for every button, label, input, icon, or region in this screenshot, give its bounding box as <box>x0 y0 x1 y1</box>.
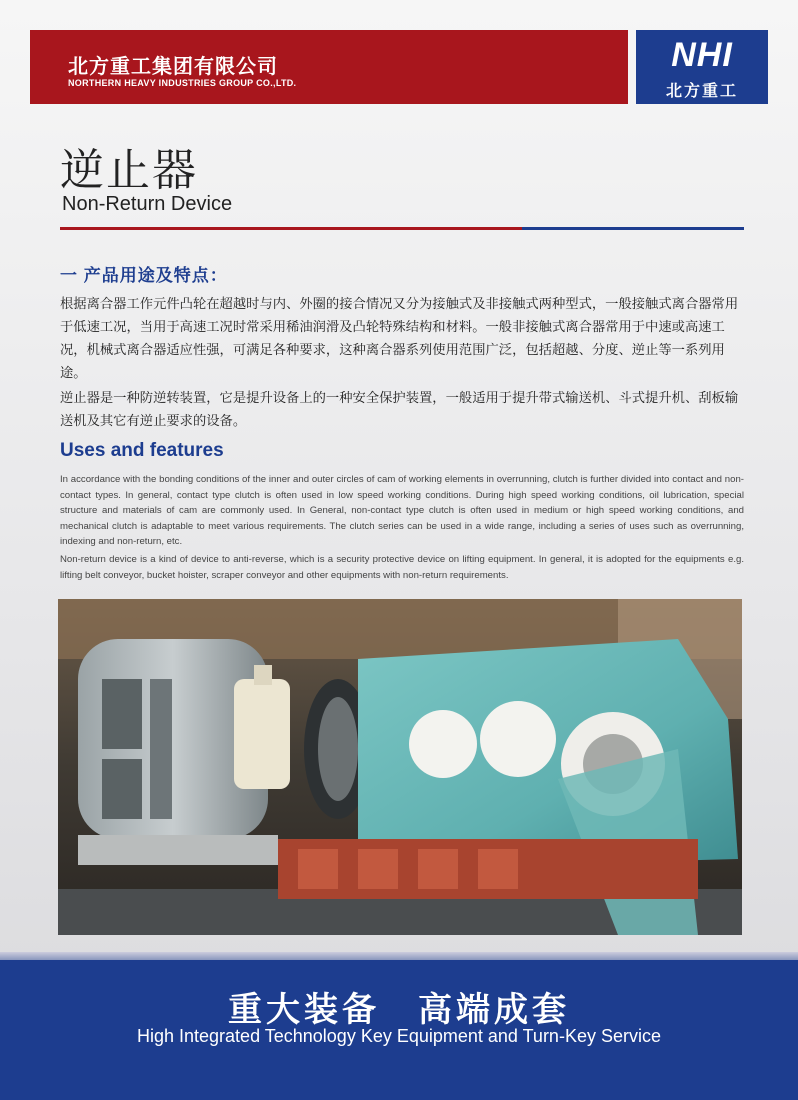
paragraph-cn-2: 逆止器是一种防逆转装置，它是提升设备上的一种安全保护装置，一般适用于提升带式输送机、斗式提升机、刮板输送机及其它有逆止要求的设备。 <box>60 390 739 428</box>
footer-divider <box>0 952 798 960</box>
page-title-en: Non-Return Device <box>62 193 233 215</box>
logo-text-cn: 北方重工 <box>665 83 738 100</box>
company-name-cn: 北方重工集团有限公司 <box>68 56 278 78</box>
product-photo <box>58 599 742 935</box>
page-title-cn: 逆止器 <box>60 145 198 196</box>
company-banner <box>30 30 628 104</box>
nhi-logo <box>636 30 768 104</box>
paragraph-en-2: Non-return device is a kind of device to anti-reverse, which is a security protective device on lifting equipment. In general, it is adopted for the equipments e.g. lifting belt conveyor, bucket hoister, scraper conveyor and other equipments with non-return requirements. <box>60 554 744 581</box>
paragraph-cn-1: 根据离合器工作元件凸轮在超越时与内、外圈的接合情况又分为接触式及非接触式两种型式，一般接触式离合器常用于低速工况，当用于高速工况时常采用稀油润滑及凸轮特殊结构和材料。一般非接触式离合器常用于中速或高速工况，机械式离合器适应性强，可满足各种要求，这种离合器系列使用范围广泛，包括超越、分度、逆止等一系列用途。 <box>60 296 739 380</box>
company-name-en: NORTHERN HEAVY INDUSTRIES GROUP CO.,LTD. <box>68 78 297 88</box>
section-heading-en: Uses and features <box>60 440 224 461</box>
footer-slogan-en: High Integrated Technology Key Equipment and Turn-Key Service <box>137 1026 661 1046</box>
paragraph-en-1: In accordance with the bonding conditions of the inner and outer circles of cam of working elements in overrunning, clutch is further divided into contact and non-contact types. In general, contact type clutch is often used in low speed working conditions. During high speed working conditions, oil lubrication, special structure and materials of cam are commonly used. In General, non-contact type clutch is often used in medium or high speed working conditions, and mechanical clutch is adaptable to meet various requirements. The clutch series can be used in a wide range, including a series of uses such as overrunning, indexing and non-return, etc. <box>60 474 744 547</box>
title-rule-red <box>60 227 522 230</box>
section-heading-cn: 一 产品用途及特点： <box>60 266 228 285</box>
title-rule-blue <box>522 227 744 230</box>
footer-slogan-cn: 重大装备 高端成套 <box>228 991 570 1029</box>
logo-mark: NHI <box>671 36 733 74</box>
